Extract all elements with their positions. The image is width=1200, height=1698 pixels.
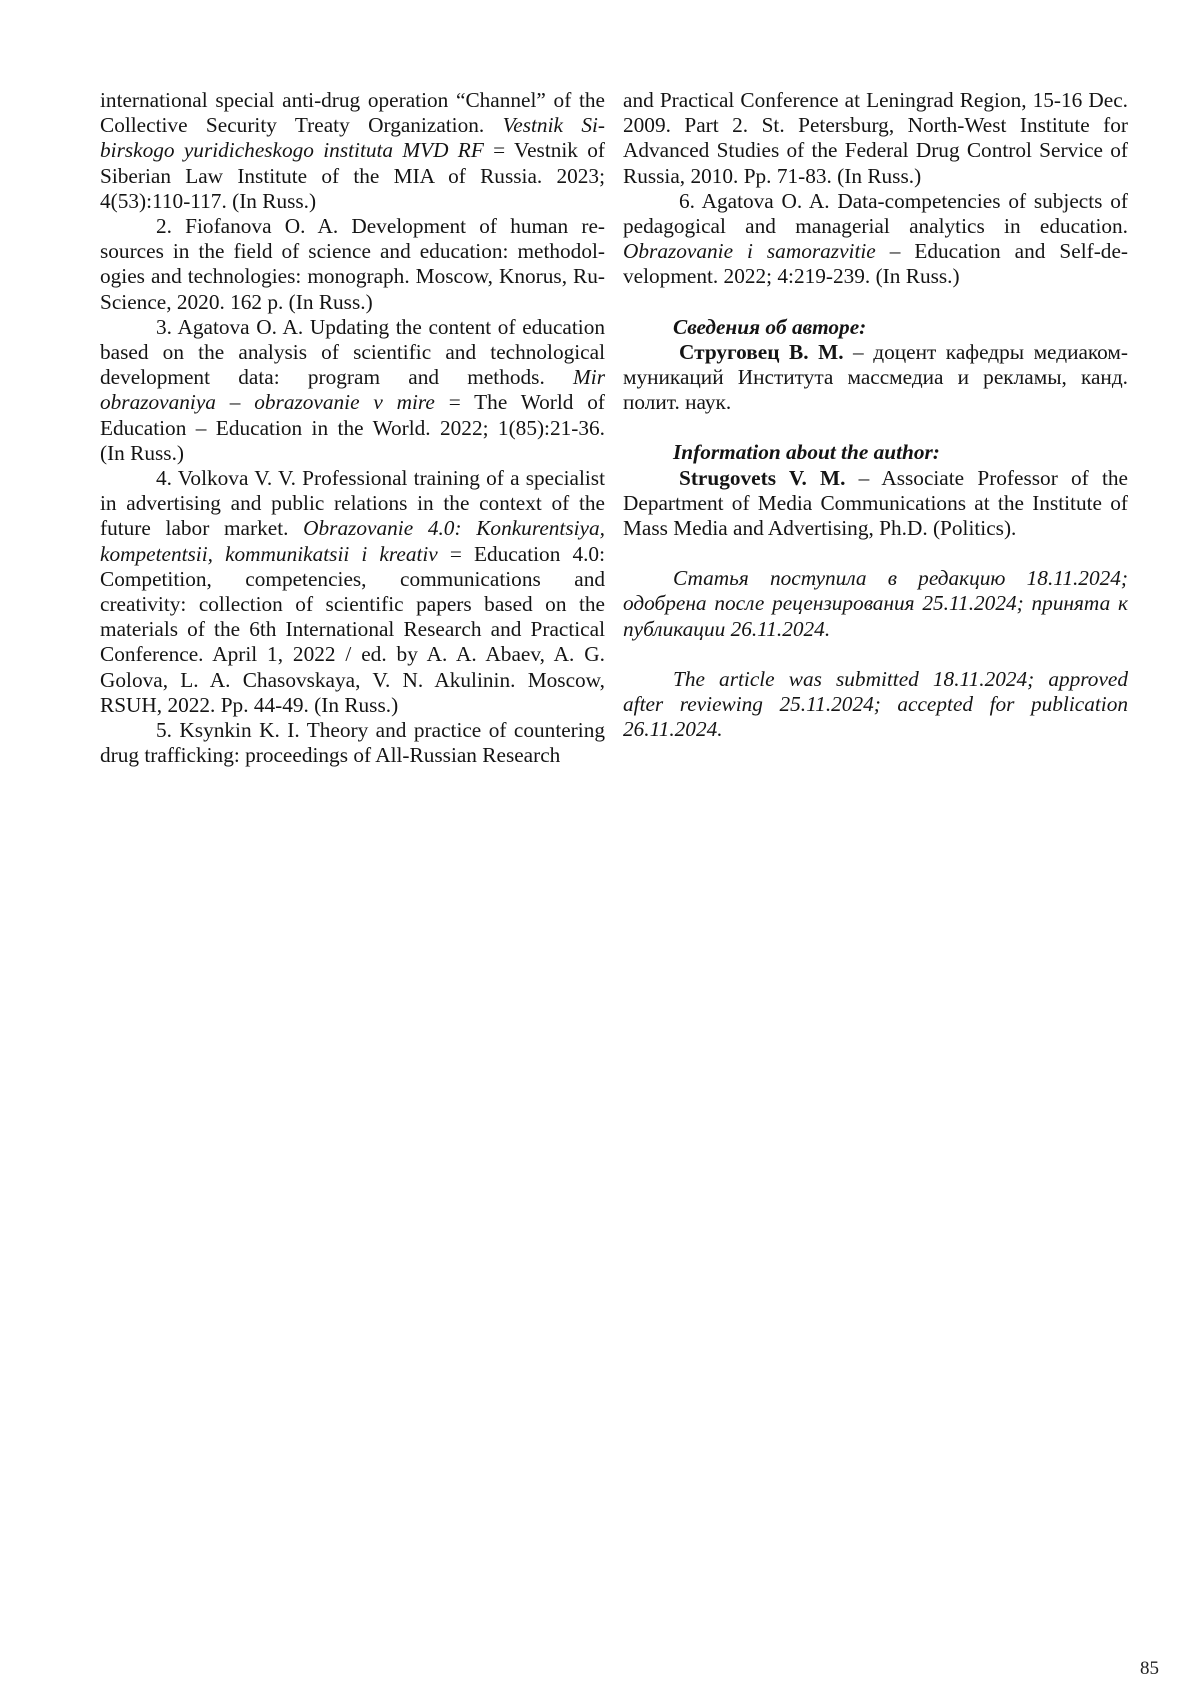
left-column	[100, 88, 605, 768]
journal-title: Obrazovanie 4.0: Konkurentsiya, kompetentsii, kommunikatsii i kreativ	[100, 516, 605, 566]
author-heading-ru: Сведения об авторе:	[673, 314, 867, 339]
reference-1-continuation: international special anti-drug operation “Channel” of the Collective Security Treaty Organization. Vestnik Sibirskogo yuridicheskogo instituta MVD RF = Vestnik of Siberian Law Institute of the MIA of Russia. 2023; 4(53):110-117. (In Russ.)	[100, 88, 605, 213]
article-dates-en: The article was submitted 18.11.2024; approved after reviewing 25.11.2024; accepted for publication 26.11.2024.	[623, 666, 1128, 742]
reference-6: 6. Agatova O. A. Data-competencies of subjects of pedagogical and managerial analytics in education. Obrazovanie i samorazvitie – Education and Self-development. 2022; 4:219-239. (In Russ.)	[623, 188, 1128, 289]
author-info-ru: Струговец В. М. – доцент кафедры медиакоммуникаций Института массмедиа и рекламы, канд. полит. наук.	[623, 339, 1128, 415]
author-info-en: Strugovets V. M. – Associate Professor of the Department of Media Communications at the Institute of Mass Media and Advertising, Ph.D. (Politics).	[623, 465, 1128, 541]
reference-3: 3. Agatova O. A. Updating the content of education based on the analysis of scientific and technological development data: program and methods. Mir obrazovaniya – obrazovanie v mire = The World of Education – Education in the World. 2022; 1(85):21-36. (In Russ.)	[100, 314, 605, 465]
page-number: 85	[1140, 1658, 1159, 1679]
author-heading-en: Information about the author:	[673, 440, 940, 465]
author-name-ru: Струговец В. М.	[679, 339, 844, 364]
journal-title: Vestnik Sibirskogo yuridicheskogo instituta MVD RF	[100, 113, 605, 163]
journal-title: Mir obrazovaniya – obrazovanie v mire	[100, 365, 605, 415]
reference-2: 2. Fiofanova O. A. Development of human resources in the field of science and education: methodologies and technologies: monograph. Moscow, Knorus, Ru-Science, 2020. 162 p. (In Russ.)	[100, 214, 605, 314]
reference-5: 5. Ksynkin K. I. Theory and practice of countering drug trafficking: proceedings of All-Russian Research	[100, 718, 605, 768]
right-column	[623, 88, 1128, 742]
reference-4: 4. Volkova V. V. Professional training of a specialist in advertising and public relations in the context of the future labor market. Obrazovanie 4.0: Konkurentsiya, kompetentsii, kommunikatsii i kreativ = Education 4.0: Competition, competencies, communications and creativity: collection of scientific papers based on the materials of the 6th International Research and Practical Conference. April 1, 2022 / ed. by A. A. Abaev, A. G. Golova, L. A. Chasovskaya, V. N. Akulinin. Moscow, RSUH, 2022. Pp. 44-49. (In Russ.)	[100, 466, 605, 717]
article-dates-ru: Статья поступила в редакцию 18.11.2024; одобрена после рецензирования 25.11.2024; принята к публикации 26.11.2024.	[623, 566, 1128, 641]
author-name-en: Strugovets V. M.	[679, 465, 846, 490]
reference-5-continuation: and Practical Conference at Leningrad Region, 15-16 Dec. 2009. Part 2. St. Petersburg, North-West Institute for Advanced Studies of the Federal Drug Control Service of Russia, 2010. Pp. 71-83. (In Russ.)	[623, 88, 1128, 188]
journal-title: Obrazovanie i samorazvitie	[623, 239, 876, 264]
